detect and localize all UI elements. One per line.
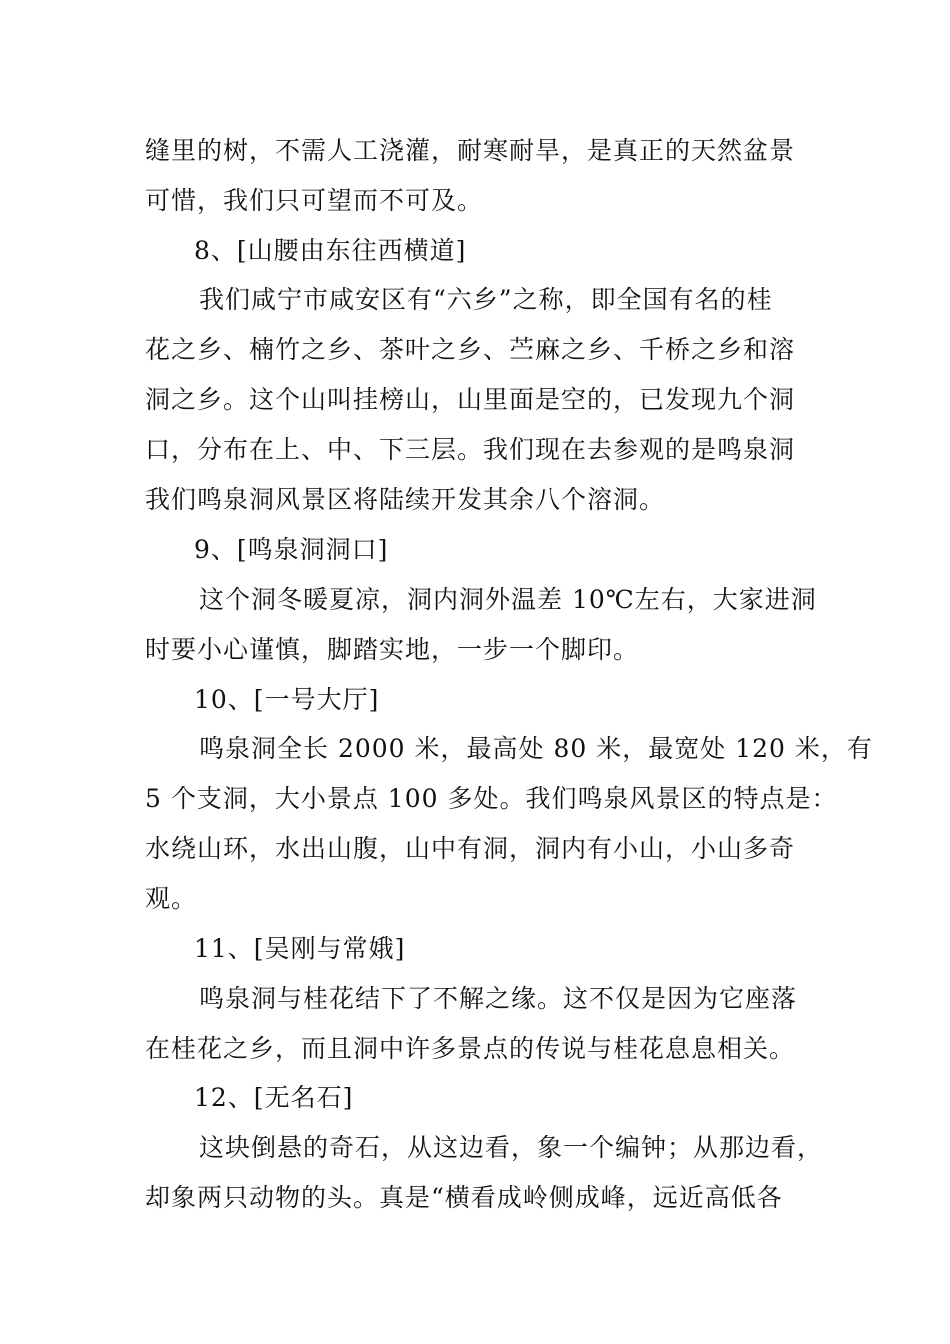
text-line: 这块倒悬的奇石，从这边看，象一个编钟；从那边看， xyxy=(199,1133,824,1162)
text-line: 我们咸宁市咸安区有“六乡”之称，即全国有名的桂 xyxy=(199,285,773,314)
text-line: 在桂花之乡，而且洞中许多景点的传说与桂花息息相关。 xyxy=(145,1034,796,1063)
section-heading: 8、[山腰由东往西横道] xyxy=(194,236,467,265)
section-heading: 9、[鸣泉洞洞口] xyxy=(194,535,389,564)
text-line: 我们鸣泉洞风景区将陆续开发其余八个溶洞。 xyxy=(145,485,666,514)
text-line: 时要小心谨慎，脚踏实地，一步一个脚印。 xyxy=(145,635,640,664)
text-line: 5 个支洞，大小景点 100 多处。我们鸣泉风景区的特点是： xyxy=(145,784,838,813)
text-line: 洞之乡。这个山叫挂榜山，山里面是空的，已发现九个洞 xyxy=(145,385,796,414)
section-heading: 11、[吴刚与常娥] xyxy=(194,934,406,963)
text-line: 口，分布在上、中、下三层。我们现在去参观的是鸣泉洞 xyxy=(145,435,796,464)
text-line: 缝里的树，不需人工浇灌，耐寒耐旱，是真正的天然盆景 xyxy=(145,136,796,165)
text-line: 观。 xyxy=(145,884,198,913)
text-line: 鸣泉洞与桂花结下了不解之缘。这不仅是因为它座落 xyxy=(199,984,798,1013)
text-line: 鸣泉洞全长 2000 米，最高处 80 米，最宽处 120 米，有 xyxy=(199,734,873,763)
text-line: 可惜，我们只可望而不可及。 xyxy=(145,186,484,215)
text-line: 花之乡、楠竹之乡、茶叶之乡、苎麻之乡、千桥之乡和溶 xyxy=(145,335,796,364)
text-line: 水绕山环，水出山腹，山中有洞，洞内有小山，小山多奇 xyxy=(145,834,796,863)
section-heading: 12、[无名石] xyxy=(194,1083,354,1112)
section-heading: 10、[一号大厅] xyxy=(194,685,380,714)
text-line: 这个洞冬暖夏凉，洞内洞外温差 10℃左右，大家进洞 xyxy=(199,585,817,614)
text-line: 却象两只动物的头。真是“横看成岭侧成峰，远近高低各 xyxy=(145,1183,783,1212)
